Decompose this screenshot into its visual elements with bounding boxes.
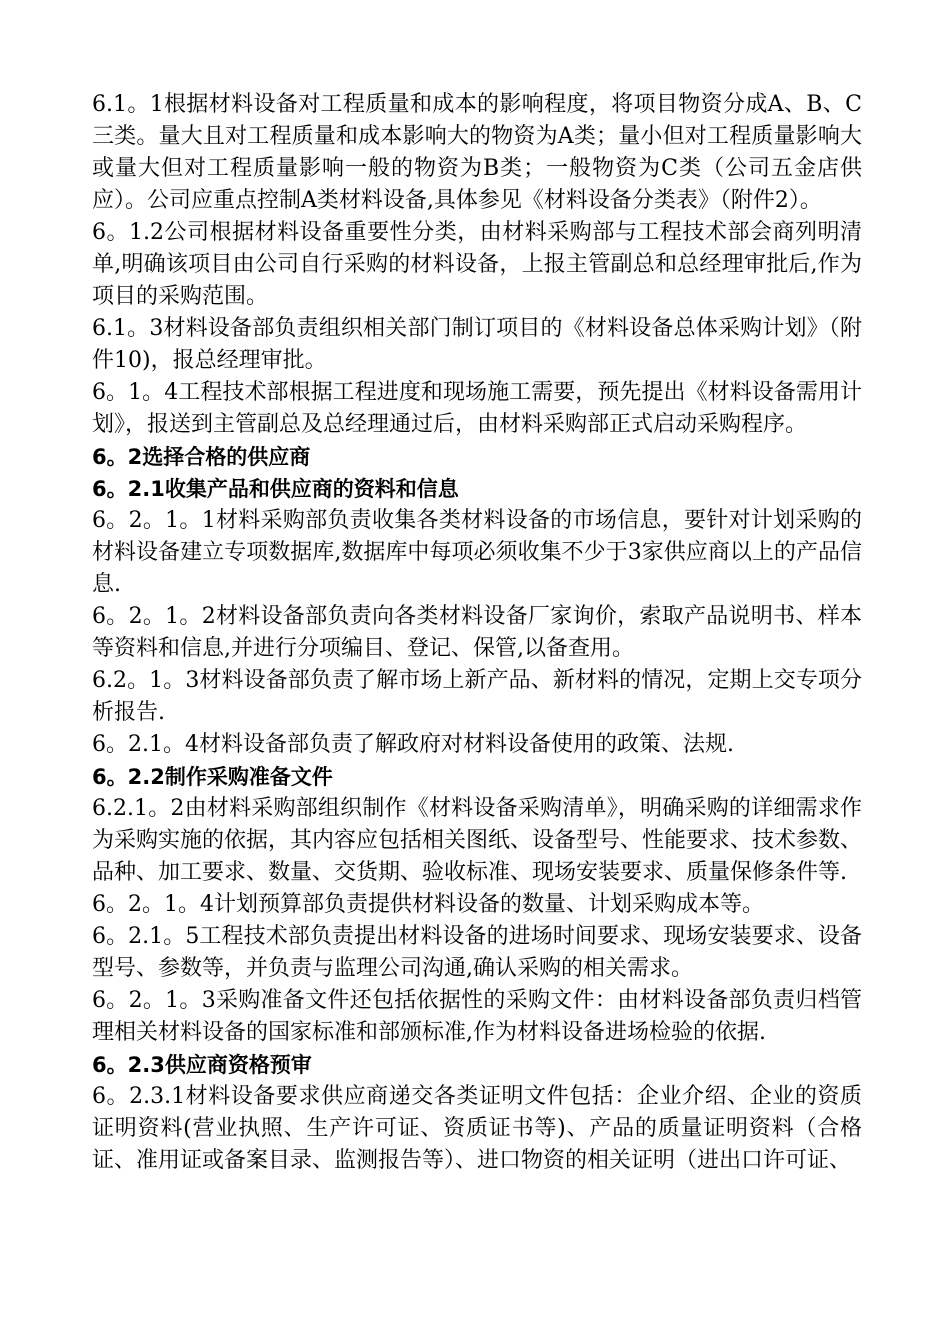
paragraph-6-2-1-3: 6.2。1。3材料设备部负责了解市场上新产品、新材料的情况，定期上交专项分析报告. (92, 668, 862, 725)
paragraph-6-2-1-2b: 6.2.1。2由材料采购部组织制作《材料设备采购清单》，明确采购的详细需求作为采购实施的依据，其内容应包括相关图纸、设备型号、性能要求、技术参数、品种、加工要求、数量、交货期、验收标准、现场安装要求、质量保修条件等. (92, 796, 863, 885)
paragraph-6-2-1-5: 6。2.1。5工程技术部负责提出材料设备的进场时间要求、现场安装要求、设备型号、参数等，并负责与监理公司沟通,确认采购的相关需求。 (92, 924, 862, 981)
paragraph-6-2-1-1: 6。2。1。1材料采购部负责收集各类材料设备的市场信息，要针对计划采购的材料设备建立专项数据库,数据库中每项必须收集不少于3家供应商以上的产品信息. (92, 508, 862, 597)
section-heading-6-2-2: 6。2.2制作采购准备文件 (92, 765, 333, 789)
paragraph-6-1-1: 6.1。1根据材料设备对工程质量和成本的影响程度，将项目物资分成A、B、C三类。量大且对工程质量和成本影响大的物资为A类；量小但对工程质量影响大或量大但对工程质量影响一般的物资为B类；一般物资为C类（公司五金店供应）。公司应重点控制A类材料设备,具体参见《材料设备分类表》（附件2）。 (92, 92, 862, 213)
section-heading-6-2: 6。2选择合格的供应商 (92, 445, 311, 469)
paragraph-6-2-1-2: 6。2。1。2材料设备部负责向各类材料设备厂家询价，索取产品说明书、样本等资料和信息,并进行分项编目、登记、保管,以备查用。 (92, 604, 862, 661)
section-heading-6-2-3: 6。2.3供应商资格预审 (92, 1053, 312, 1077)
paragraph-6-1-3: 6.1。3材料设备部负责组织相关部门制订项目的《材料设备总体采购计划》（附件10)，报总经理审批。 (92, 316, 862, 373)
paragraph-6-1-4: 6。1。4工程技术部根据工程进度和现场施工需要，预先提出《材料设备需用计划》，报送到主管副总及总经理通过后，由材料采购部正式启动采购程序。 (92, 380, 862, 437)
section-heading-6-2-1: 6。2.1收集产品和供应商的资料和信息 (92, 477, 459, 501)
paragraph-6-1-2: 6。1.2公司根据材料设备重要性分类，由材料采购部与工程技术部会商列明清单,明确该项目由公司自行采购的材料设备，上报主管副总和总经理审批后,作为项目的采购范围。 (92, 220, 862, 309)
paragraph-6-2-3-1: 6。2.3.1材料设备要求供应商递交各类证明文件包括：企业介绍、企业的资质证明资料(营业执照、生产许可证、资质证书等)、产品的质量证明资料（合格证、准用证或备案目录、监测报告等）、进口物资的相关证明（进出口许可证、 (92, 1084, 862, 1173)
paragraph-6-2-1-4: 6。2.1。4材料设备部负责了解政府对材料设备使用的政策、法规. (92, 732, 734, 757)
paragraph-6-2-1-4b: 6。2。1。4计划预算部负责提供材料设备的数量、计划采购成本等。 (92, 892, 764, 917)
paragraph-6-2-1-3b: 6。2。1。3采购准备文件还包括依据性的采购文件：由材料设备部负责归档管理相关材料设备的国家标准和部颁标准,作为材料设备进场检验的依据. (92, 988, 862, 1045)
document-page (92, 89, 862, 1177)
